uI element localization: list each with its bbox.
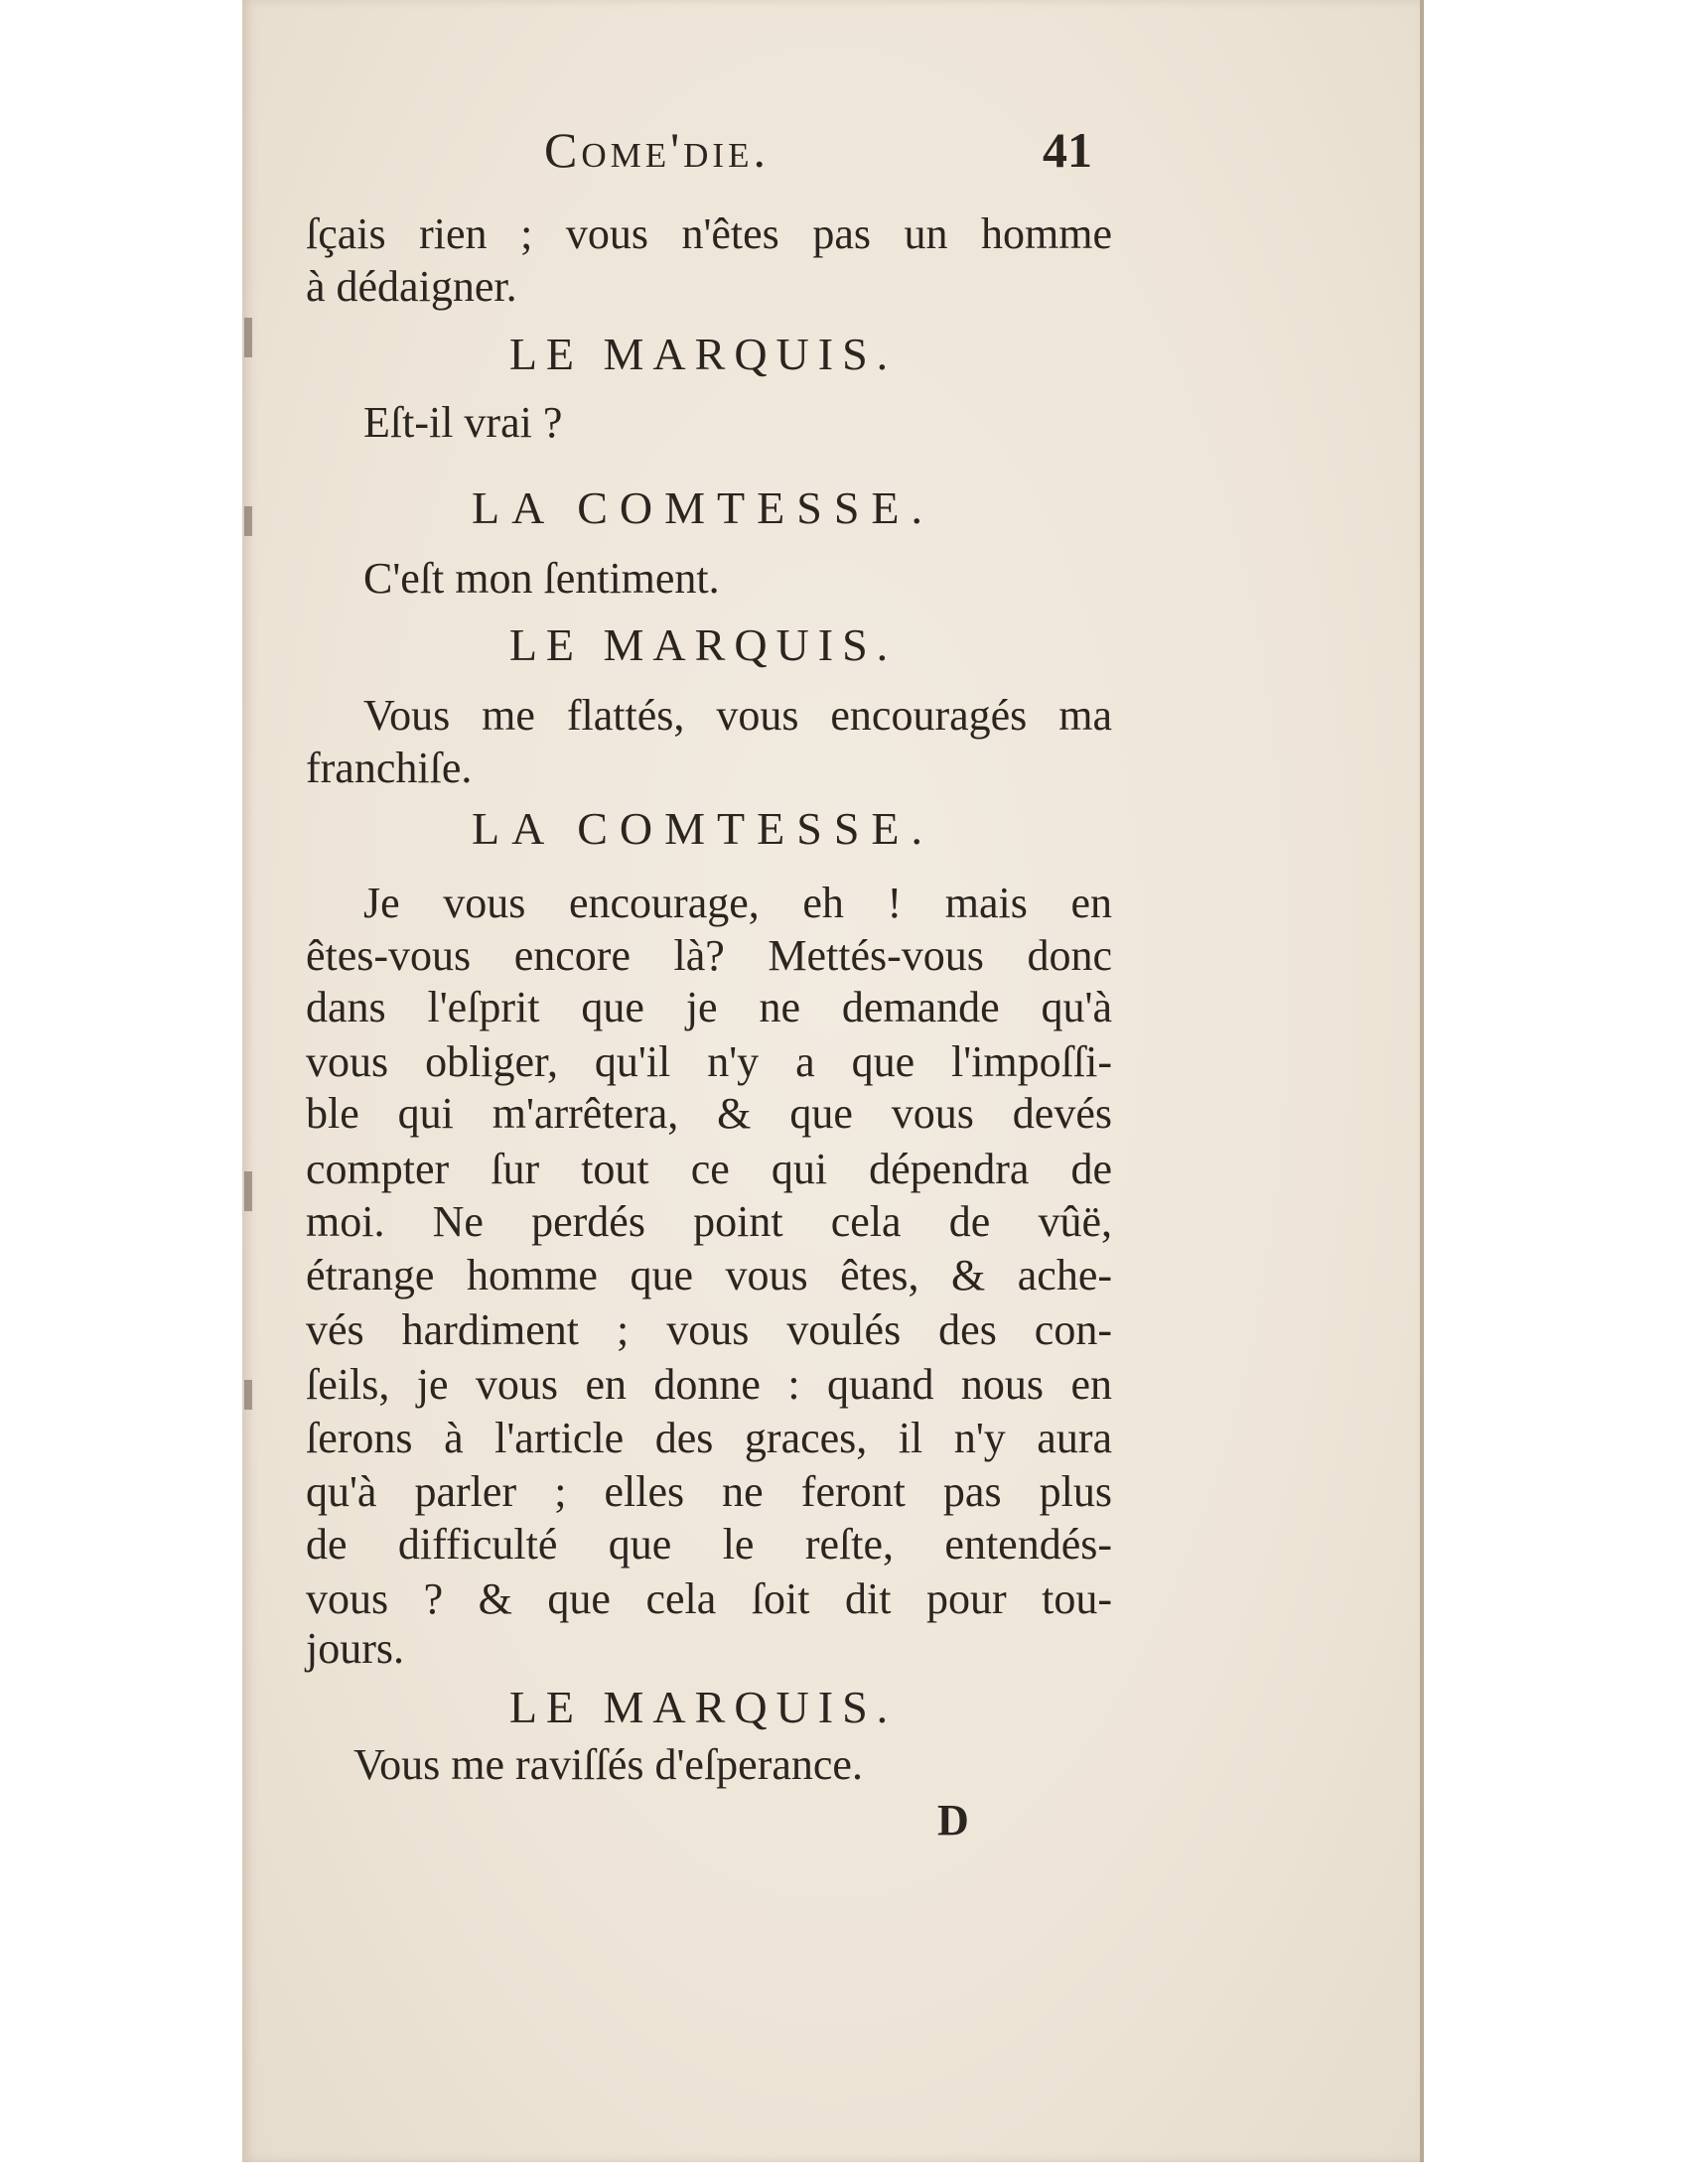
page-number: 41 [1043, 122, 1092, 178]
margin-bleed-mark [244, 1380, 252, 1410]
text-line: ſeils, je vous en donne : quand nous en [306, 1360, 1112, 1409]
text-line: à dédaigner. [306, 262, 517, 311]
text-line: ſerons à l'article des graces, il n'y aura [306, 1414, 1112, 1462]
text-line: qu'à parler ; elles ne feront pas plus [306, 1467, 1112, 1516]
text-line: vés hardiment ; vous voulés des con- [306, 1305, 1112, 1354]
text-line: Vous me raviſſés d'eſperance. [353, 1740, 863, 1789]
speaker-name: LE MARQUIS. [508, 619, 898, 670]
text-line: Je vous encourage, eh ! mais en [363, 879, 1112, 927]
text-line: de difficulté que le reſte, entendés- [306, 1520, 1112, 1569]
signature-mark: D [937, 1796, 969, 1844]
text-line: Eſt-il vrai ? [363, 398, 563, 447]
text-line: vous ? & que cela ſoit dit pour tou- [306, 1574, 1112, 1623]
speaker-name: LE MARQUIS. [508, 329, 898, 379]
text-line: jours. [306, 1624, 404, 1673]
speaker-name: LE MARQUIS. [508, 1682, 898, 1732]
text-line: ble qui m'arrêtera, & que vous devés [306, 1089, 1112, 1138]
speaker-name: LA COMTESSE. [471, 803, 935, 854]
text-line: franchiſe. [306, 744, 473, 792]
text-line: C'eſt mon ſentiment. [363, 554, 720, 603]
running-title: Come'die. [544, 122, 770, 178]
text-line: ſçais rien ; vous n'êtes pas un homme [306, 209, 1112, 258]
margin-bleed-mark [244, 1171, 252, 1211]
text-line: Vous me flattés, vous encouragés ma [363, 691, 1112, 740]
text-line: compter ſur tout ce qui dépendra de [306, 1145, 1112, 1193]
text-line: moi. Ne perdés point cela de vûë, [306, 1197, 1112, 1246]
speaker-name: LA COMTESSE. [471, 482, 935, 533]
text-line: étrange homme que vous êtes, & ache- [306, 1251, 1112, 1299]
text-line: vous obliger, qu'il n'y a que l'impoſſi- [306, 1037, 1112, 1086]
text-line: dans l'eſprit que je ne demande qu'à [306, 983, 1112, 1031]
text-line: êtes-vous encore là? Mettés-vous donc [306, 931, 1112, 980]
